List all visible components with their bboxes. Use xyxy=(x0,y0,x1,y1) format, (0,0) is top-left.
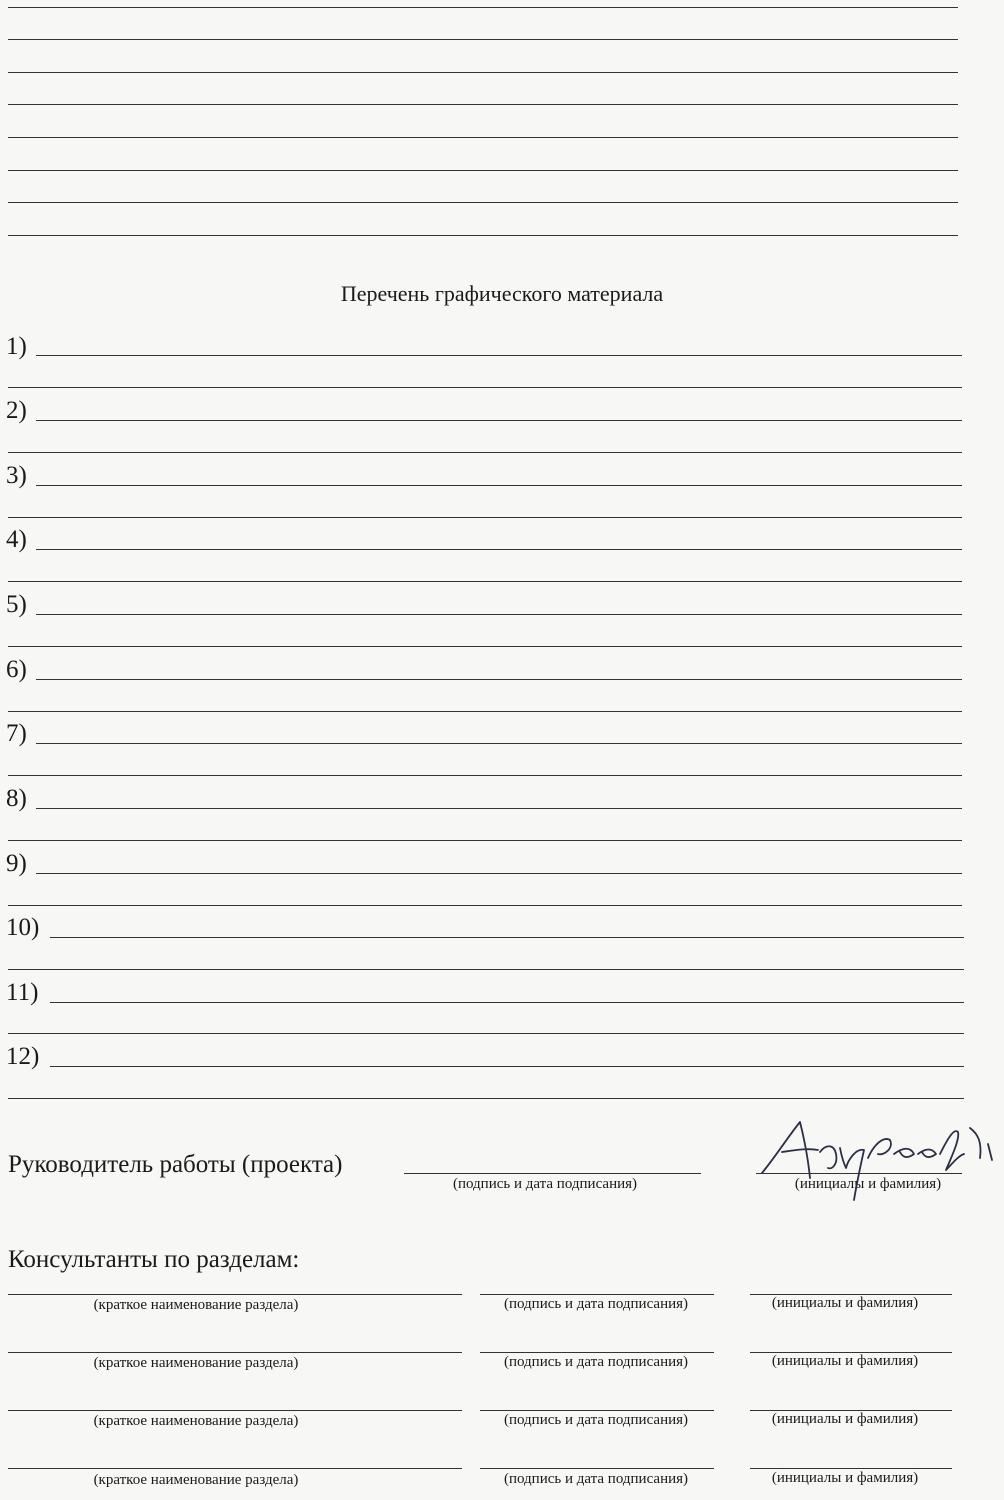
form-line xyxy=(8,1098,964,1099)
graphics-item-number: 8) xyxy=(6,785,27,812)
graphics-item-number: 1) xyxy=(6,333,27,360)
consultant-sign-caption: (подпись и дата подписания) xyxy=(503,1296,689,1312)
consultant-sign-line[interactable] xyxy=(480,1468,714,1469)
form-line xyxy=(8,452,962,453)
form-line xyxy=(8,387,962,388)
graphics-item-line[interactable] xyxy=(36,743,962,744)
form-line xyxy=(8,840,962,841)
consultant-sign-caption: (подпись и дата подписания) xyxy=(503,1412,689,1428)
graphics-item-line[interactable] xyxy=(36,420,962,421)
graphics-item-number: 5) xyxy=(6,591,27,618)
handwritten-signature xyxy=(756,1108,1004,1203)
graphics-item-line[interactable] xyxy=(50,1066,964,1067)
consultant-sign-caption: (подпись и дата подписания) xyxy=(503,1471,689,1487)
form-line xyxy=(8,905,962,906)
consultant-name-caption: (инициалы и фамилия) xyxy=(771,1353,919,1369)
form-line xyxy=(8,170,958,171)
form-line xyxy=(8,137,958,138)
form-line xyxy=(8,517,962,518)
consultant-name-caption: (инициалы и фамилия) xyxy=(771,1470,919,1486)
consultant-sign-caption: (подпись и дата подписания) xyxy=(503,1354,689,1370)
form-line xyxy=(8,1033,964,1034)
form-line xyxy=(8,7,958,8)
form-line xyxy=(8,646,962,647)
consultant-section-caption: (краткое наименование раздела) xyxy=(93,1297,299,1313)
graphics-item-number: 9) xyxy=(6,850,27,877)
form-line xyxy=(8,104,958,105)
consultant-section-caption: (краткое наименование раздела) xyxy=(93,1413,299,1429)
consultants-label: Консультанты по разделам: xyxy=(8,1246,300,1273)
form-line xyxy=(8,969,964,970)
consultant-section-line[interactable] xyxy=(8,1410,462,1411)
supervisor-name-caption: (инициалы и фамилия) xyxy=(794,1176,942,1192)
consultant-section-line[interactable] xyxy=(8,1468,462,1469)
graphics-list-title: Перечень графического материала xyxy=(340,281,664,306)
consultant-sign-line[interactable] xyxy=(480,1352,714,1353)
consultant-section-line[interactable] xyxy=(8,1352,462,1353)
supervisor-label: Руководитель работы (проекта) xyxy=(8,1151,343,1178)
consultant-name-caption: (инициалы и фамилия) xyxy=(771,1295,919,1311)
form-line xyxy=(8,39,958,40)
graphics-item-number: 12) xyxy=(6,1043,40,1070)
graphics-item-number: 10) xyxy=(6,914,40,941)
form-line xyxy=(8,581,962,582)
graphics-item-line[interactable] xyxy=(36,873,962,874)
graphics-item-line[interactable] xyxy=(36,549,962,550)
consultant-name-caption: (инициалы и фамилия) xyxy=(771,1411,919,1427)
form-line xyxy=(8,202,958,203)
supervisor-sign-line[interactable] xyxy=(404,1173,701,1174)
form-line xyxy=(8,775,962,776)
graphics-item-number: 3) xyxy=(6,462,27,489)
consultant-section-line[interactable] xyxy=(8,1294,462,1295)
consultant-name-line[interactable] xyxy=(750,1468,952,1469)
graphics-item-line[interactable] xyxy=(36,485,962,486)
graphics-item-number: 2) xyxy=(6,397,27,424)
graphics-item-number: 4) xyxy=(6,526,27,553)
form-line xyxy=(8,72,958,73)
form-line xyxy=(8,235,958,236)
graphics-item-number: 6) xyxy=(6,656,27,683)
supervisor-sign-caption: (подпись и дата подписания) xyxy=(452,1176,638,1192)
graphics-item-line[interactable] xyxy=(36,808,962,809)
consultant-section-caption: (краткое наименование раздела) xyxy=(93,1355,299,1371)
graphics-item-line[interactable] xyxy=(50,937,964,938)
consultant-sign-line[interactable] xyxy=(480,1410,714,1411)
graphics-item-number: 7) xyxy=(6,720,27,747)
graphics-item-line[interactable] xyxy=(36,355,962,356)
form-line xyxy=(8,711,962,712)
consultant-section-caption: (краткое наименование раздела) xyxy=(93,1472,299,1488)
graphics-item-line[interactable] xyxy=(50,1002,964,1003)
graphics-item-number: 11) xyxy=(6,979,39,1006)
graphics-item-line[interactable] xyxy=(36,614,962,615)
consultant-sign-line[interactable] xyxy=(480,1294,714,1295)
graphics-item-line[interactable] xyxy=(36,679,962,680)
